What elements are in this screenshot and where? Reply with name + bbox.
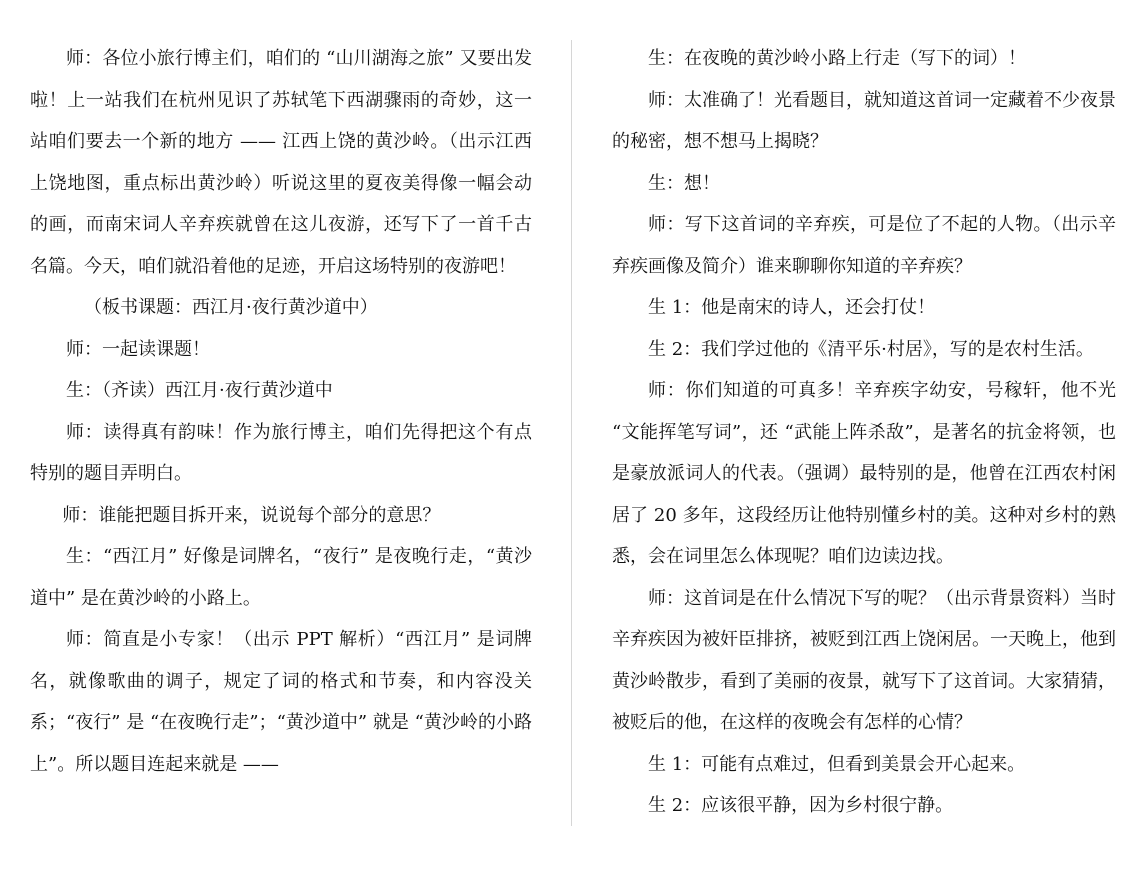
paragraph-student-answer: 生：“西江月” 好像是词牌名，“夜行” 是夜晚行走，“黄沙道中” 是在黄沙岭的小路上。 — [30, 546, 532, 609]
paragraph-read-title: 师：一起读课题！ — [66, 338, 210, 360]
paragraph-student-1-mood: 生 1：可能有点难过，但看到美景会开心起来。 — [648, 753, 1026, 775]
paragraph-ppt-explain: 师：简直是小专家！（出示 PPT 解析）“西江月” 是词牌名，就像歌曲的调子，规定了词的格式和节奏，和内容没关系；“夜行” 是 “在夜晚行走”；“黄沙道中” 就是 “黄沙岭的小路上”。所以题目连起来就是 —— — [30, 629, 532, 775]
paragraph-students-want: 生：想！ — [648, 172, 720, 194]
paragraph-xin-qiji-bio: 师：你们知道的可真多！辛弃疾字幼安，号稼轩，他不光 “文能挥笔写词”，还 “武能上阵杀敌”，是著名的抗金将领，也是豪放派词人的代表。（强调）最特别的是，他曾在江西农村闲居了 20 多年，这段经历让他特别懂乡村的美。这种对乡村的熟悉，会在词里怎么体现呢？咱们边读边找。 — [612, 380, 1116, 567]
paragraph-background: 师：这首词是在什么情况下写的呢？（出示背景资料）当时辛弃疾因为被奸臣排挤，被贬到江西上饶闲居。一天晚上，他到黄沙岭散步，看到了美丽的夜景，就写下了这首词。大家猜猜，被贬后的他，在这样的夜晚会有怎样的心情？ — [612, 587, 1116, 733]
paragraph-student-1-poet: 生 1：他是南宋的诗人，还会打仗！ — [648, 297, 936, 318]
paragraph-night-secrets: 师：太准确了！光看题目，就知道这首词一定藏着不少夜景的秘密，想不想马上揭晓？ — [612, 89, 1116, 152]
paragraph-intro: 师：各位小旅行博主们，咱们的 “山川湖海之旅” 又要出发啦！上一站我们在杭州见识了苏轼笔下西湖骤雨的奇妙，这一站咱们要去一个新的地方 —— 江西上饶的黄沙岭。（出示江西上饶地图，重点标出黄沙岭）听说这里的夏夜美得像一幅会动的画，而南宋词人辛弃疾就曾在这儿夜游，还写下了一首千古名篇。今天，咱们就沿着他的足迹，开启这场特别的夜游吧！ — [30, 48, 532, 277]
paragraph-student-title-meaning: 生：在夜晚的黄沙岭小路上行走（写下的词）！ — [648, 48, 1026, 69]
left-column — [30, 38, 532, 785]
paragraph-student-2-poem: 生 2：我们学过他的《清平乐·村居》，写的是农村生活。 — [648, 338, 1094, 360]
paragraph-xin-qiji-intro: 师：写下这首词的辛弃疾，可是位了不起的人物。（出示辛弃疾画像及简介）谁来聊聊你知道的辛弃疾？ — [612, 214, 1116, 277]
paragraph-understand-title: 师：读得真有韵味！作为旅行博主，咱们先得把这个有点特别的题目弄明白。 — [30, 421, 532, 484]
paragraph-board-title: （板书课题：西江月·夜行黄沙道中） — [84, 297, 378, 318]
paragraph-split-title: 师：谁能把题目拆开来，说说每个部分的意思？ — [62, 504, 441, 526]
paragraph-student-2-mood: 生 2：应该很平静，因为乡村很宁静。 — [648, 795, 954, 816]
column-divider — [571, 40, 572, 826]
paragraph-students-read: 生：（齐读）西江月·夜行黄沙道中 — [66, 380, 333, 401]
right-column — [612, 38, 1116, 827]
